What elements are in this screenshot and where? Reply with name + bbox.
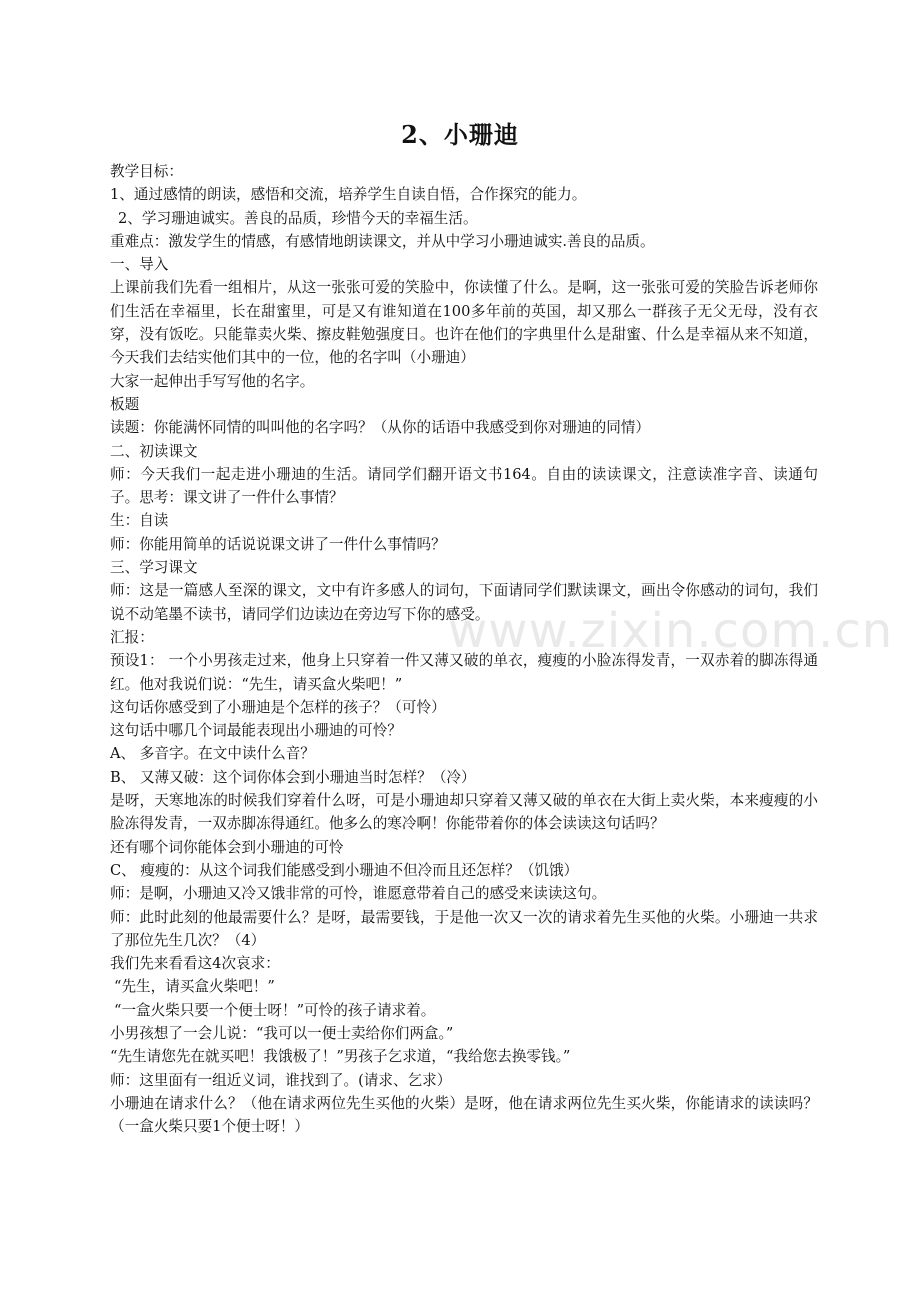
paragraph: 读题：你能满怀同情的叫叫他的名字吗？（从你的话语中我感受到你对珊迪的同情） — [110, 419, 650, 437]
quote-line: “先生，请买盒火柴吧！” — [114, 978, 275, 996]
paragraph: C、 瘦瘦的：从这个词我们能感受到小珊迪不但冷而且还怎样？（饥饿） — [110, 861, 579, 879]
paragraph: 大家一起伸出手写写他的名字。 — [110, 372, 315, 390]
paragraph: 师：这是一篇感人至深的课文，文中有许多感人的词句，下面请同学们默读课文，画出令你感动的词句，我们说不动笔墨不读书，请同学们边读边在旁边写下你的感受。 — [110, 582, 818, 623]
paragraph: 这句话中哪几个词最能表现出小珊迪的可怜？ — [110, 722, 402, 740]
paragraph: 上课前我们先看一组相片，从这一张张可爱的笑脸中，你读懂了什么。是啊，这一张张可爱的笑脸告诉老师你们生活在幸福里，长在甜蜜里，可是又有谁知道在100多年前的英国，却又那么一群孩子无父无母，没有衣穿，没有饭吃。只能靠卖火柴、擦皮鞋勉强度日。也许在他们的字典里什么是甜蜜、什么是幸福从来不知道，今天我们去结实他们其中的一位，他的名字叫（小珊迪） — [110, 279, 818, 367]
paragraph: 师：此时此刻的他最需要什么？是呀，最需要钱，于是他一次又一次的请求着先生买他的火柴。小珊迪一共求了那位先生几次？（4） — [110, 908, 818, 949]
section-heading: 三、学习课文 — [110, 559, 198, 577]
paragraph: 教学目标： — [110, 163, 183, 180]
paragraph: 生：自读 — [110, 512, 169, 530]
paragraph: 我们先来看看这4次哀求： — [110, 955, 280, 973]
paragraph: A、 多音字。在文中读什么音？ — [110, 745, 315, 763]
paragraph: 1、通过感情的朗读，感悟和交流，培养学生自读自悟，合作探究的能力。 — [110, 186, 587, 204]
section-heading: 一、导入 — [110, 256, 169, 274]
paragraph: 师：你能用简单的话说说课文讲了一件什么事情吗？ — [110, 535, 446, 553]
quote-line: 小男孩想了一会儿说：“我可以一便士卖给你们两盒。” — [110, 1024, 454, 1042]
paragraph: 小珊迪在请求什么？（他在请求两位先生买他的火柴）是呀，他在请求两位先生买火柴，你能请求的读读吗？（一盒火柴只要1个便士呀！） — [110, 1094, 818, 1136]
paragraph: 这句话你感受到了小珊迪是个怎样的孩子？（可怜） — [110, 698, 446, 716]
document-title: 2、小珊迪 — [401, 120, 519, 149]
paragraph: 是呀，天寒地冻的时候我们穿着什么呀，可是小珊迪却只穿着又薄又破的单衣在大街上卖火柴，本来瘦瘦的小脸冻得发青，一双赤脚冻得通红。他多么的寒冷啊！你能带着你的体会读读这句话吗？ — [110, 792, 818, 833]
paragraph: 还有哪个词你能体会到小珊迪的可怜 — [110, 838, 344, 856]
section-heading: 二、初读课文 — [110, 442, 198, 460]
document-body — [110, 160, 818, 1138]
quote-line: “先生请您先在就买吧！我饿极了！”男孩子乞求道，“我给您去换零钱。” — [110, 1048, 571, 1066]
quote-line: “一盒火柴只要一个便士呀！”可怜的孩子请求着。 — [114, 1001, 436, 1019]
watermark: www.zixin.com.cn — [448, 603, 894, 659]
paragraph: 师：今天我们一起走进小珊迪的生活。请同学们翻开语文书164。自由的读读课文，注意读准字音、读通句子。思考：课文讲了一件什么事情？ — [110, 465, 818, 507]
paragraph: 重难点：激发学生的情感，有感情地朗读课文，并从中学习小珊迪诚实.善良的品质。 — [110, 232, 655, 250]
paragraph: 预设1： 一个小男孩走过来，他身上只穿着一件又薄又破的单衣，瘦瘦的小脸冻得发青，一双赤着的脚冻得通红。他对我说们说：“先生，请买盒火柴吧！” — [110, 652, 818, 693]
paragraph: 师：这里面有一组近义词，谁找到了。(请求、乞求） — [110, 1071, 452, 1089]
paragraph: 板题 — [110, 395, 140, 413]
paragraph: 2、学习珊迪诚实。善良的品质，珍惜今天的幸福生活。 — [118, 209, 478, 227]
paragraph: B、 又薄又破：这个词你体会到小珊迪当时怎样？（冷） — [110, 768, 476, 786]
paragraph: 汇报： — [110, 628, 154, 646]
paragraph: 师：是啊，小珊迪又冷又饿非常的可怜，谁愿意带着自己的感受来读读这句。 — [110, 885, 607, 903]
